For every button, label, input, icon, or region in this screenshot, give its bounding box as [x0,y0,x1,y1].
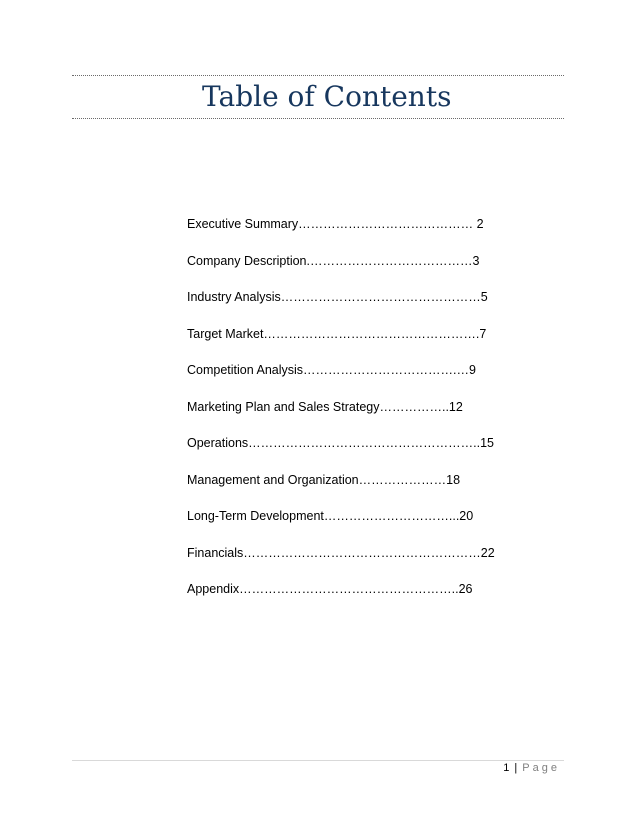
toc-entry-target-market: Target Market…………………………………………….7 [187,326,487,341]
footer-divider [72,760,564,761]
toc-entry-appendix: Appendix……………………………………………..26 [187,582,473,596]
toc-entry-executive-summary: Executive Summary…………………………………… 2 [187,217,484,231]
page-number: 1 [503,762,510,774]
toc-entry-operations: Operations………………………………………………..15 [187,436,494,450]
toc-entry-company-description: Company Description.…………………………………3 [187,253,480,268]
toc-entry-management: Management and Organization…………………18 [187,472,461,487]
page-label: Page [522,762,560,774]
toc-entry-industry-analysis: Industry Analysis…………………………………………5 [187,290,488,304]
title-bottom-border [72,118,564,119]
page-footer [503,760,560,776]
toc-entry-financials: Financials…………………………………………………22 [187,545,495,560]
toc-entry-competition-analysis: Competition Analysis……………………………….…9 [187,363,476,377]
table-of-contents [187,212,495,614]
toc-entry-long-term-development: Long-Term Development…………………………...20 [187,509,474,523]
title-top-border [72,75,564,76]
toc-entry-marketing-plan: Marketing Plan and Sales Strategy……………..12 [187,399,463,414]
page-title: Table of Contents [202,80,452,113]
footer-separator: | [514,762,518,774]
